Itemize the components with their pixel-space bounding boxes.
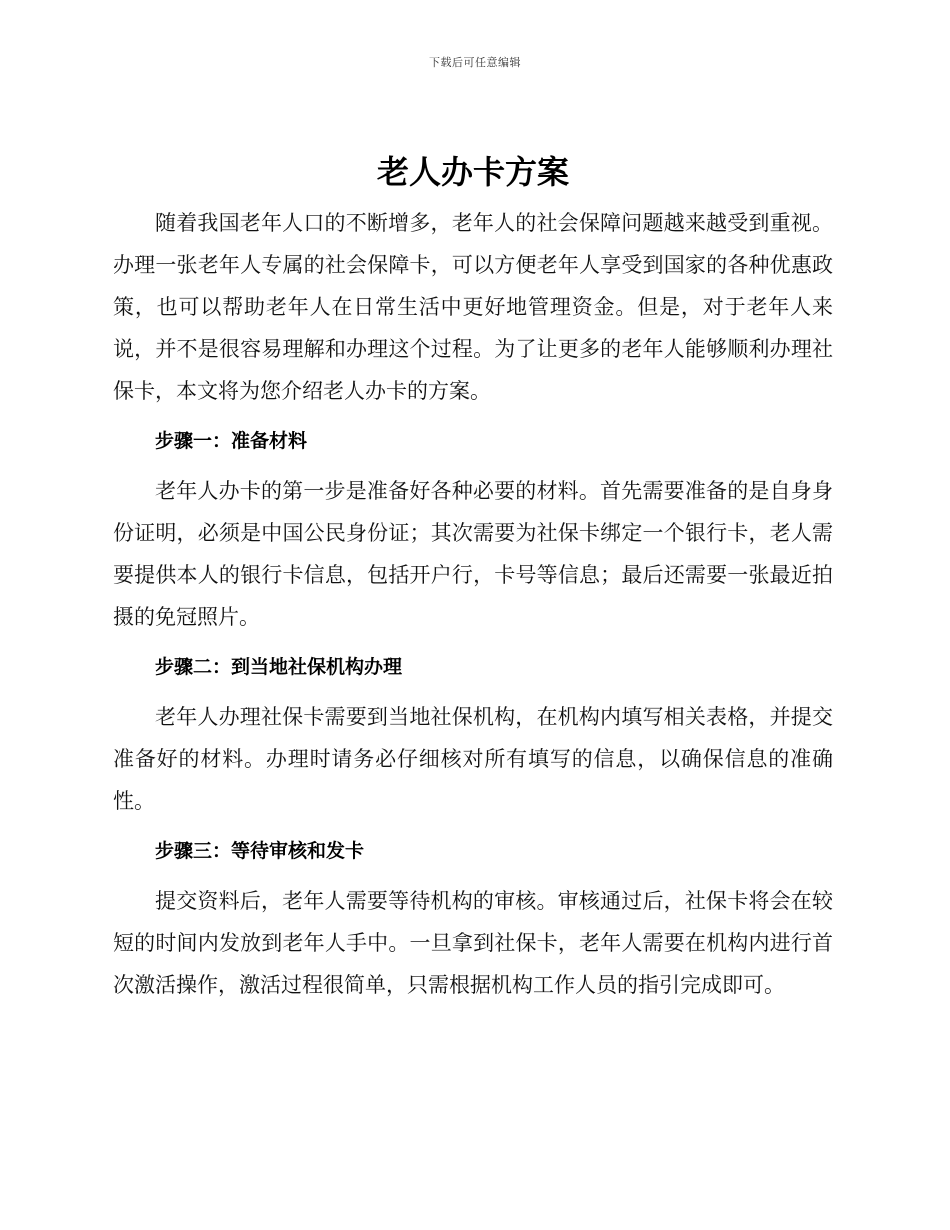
step-2-paragraph: 老年人办理社保卡需要到当地社保机构，在机构内填写相关表格，并提交准备好的材料。办理时请务必仔细核对所有填写的信息，以确保信息的准确性。 xyxy=(113,705,833,813)
intro-paragraph: 随着我国老年人口的不断增多，老年人的社会保障问题越来越受到重视。办理一张老年人专属的社会保障卡，可以方便老年人享受到国家的各种优惠政策，也可以帮助老年人在日常生活中更好地管理资金。但是，对于老年人来说，并不是很容易理解和办理这个过程。为了让更多的老年人能够顺利办理社保卡，本文将为您介绍老人办卡的方案。 xyxy=(113,211,833,403)
step-1-heading: 步骤一：准备材料 xyxy=(155,430,308,452)
step-3-heading: 步骤三：等待审核和发卡 xyxy=(155,840,365,862)
step-3-paragraph: 提交资料后，老年人需要等待机构的审核。审核通过后，社保卡将会在较短的时间内发放到老年人手中。一旦拿到社保卡，老年人需要在机构内进行首次激活操作，激活过程很简单，只需根据机构工作人员的指引完成即可。 xyxy=(113,889,833,997)
step-1-paragraph: 老年人办卡的第一步是准备好各种必要的材料。首先需要准备的是自身身份证明，必须是中国公民身份证；其次需要为社保卡绑定一个银行卡，老人需要提供本人的银行卡信息，包括开户行，卡号等信息；最后还需要一张最近拍摄的免冠照片。 xyxy=(113,479,833,629)
document-title: 老人办卡方案 xyxy=(376,153,569,191)
step-2-heading: 步骤二：到当地社保机构办理 xyxy=(155,656,403,678)
document-body xyxy=(113,148,833,1006)
page-header-note: 下载后可任意编辑 xyxy=(429,56,521,69)
